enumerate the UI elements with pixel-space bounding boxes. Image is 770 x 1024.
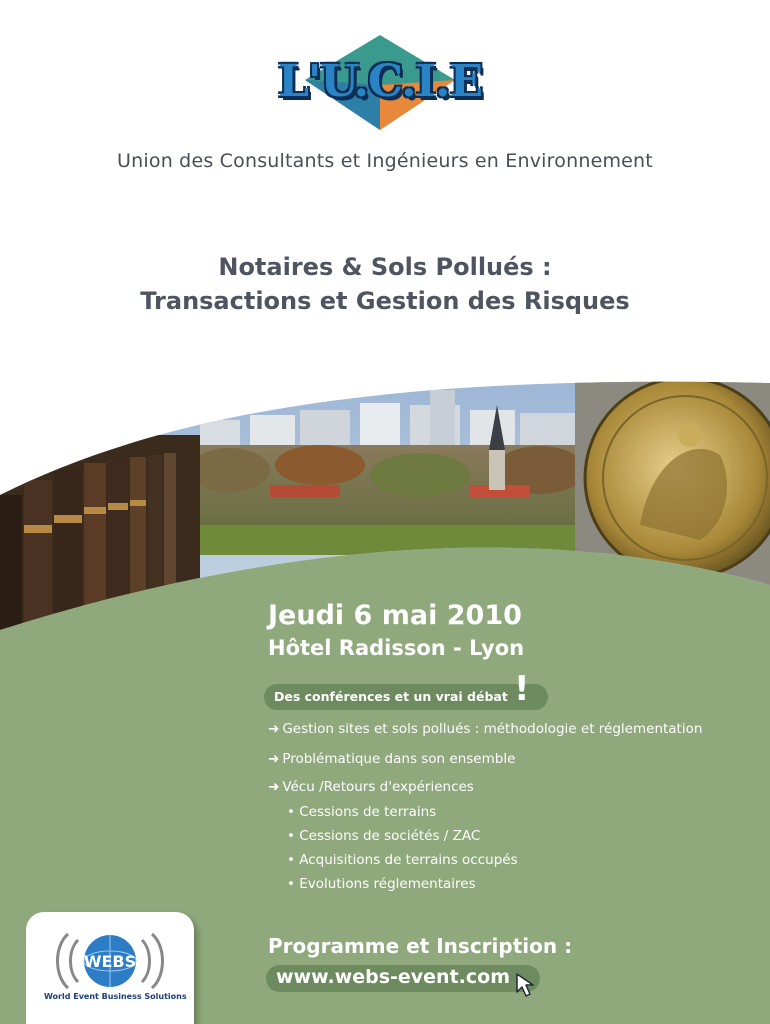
subtopic-item: • Evolutions réglementaires — [287, 876, 476, 892]
logo-text: L'U.C.I.E — [277, 56, 483, 107]
subtopic-item: • Acquisitions de terrains occupés — [287, 852, 518, 868]
subtopic-item: • Cessions de terrains — [287, 804, 437, 820]
topic-item — [268, 779, 474, 795]
webs-sponsor-badge — [26, 912, 194, 1024]
exclamation-mark: ! — [514, 669, 530, 709]
title-line-1: Notaires & Sols Pollués : — [218, 253, 552, 281]
tagline-text: Des conférences et un vrai débat — [274, 689, 508, 704]
cursor-icon — [514, 972, 540, 998]
webs-tagline: World Event Business Solutions — [44, 992, 187, 1001]
page-title — [0, 250, 770, 318]
webs-logo-text: WEBS — [83, 952, 137, 971]
arrow-icon: ➜ — [268, 751, 280, 767]
arrow-icon: ➜ — [268, 721, 280, 737]
ucie-logo — [255, 30, 505, 140]
subtopic-item: • Cessions de sociétés / ZAC — [287, 828, 481, 844]
webs-logo — [40, 926, 180, 996]
topic-item — [268, 751, 515, 767]
programme-heading: Programme et Inscription : — [268, 934, 573, 958]
title-line-2: Transactions et Gestion des Risques — [140, 287, 630, 315]
registration-link[interactable]: www.webs-event.com — [276, 966, 510, 988]
arrow-icon: ➜ — [268, 779, 280, 795]
event-venue: Hôtel Radisson - Lyon — [268, 636, 525, 660]
topic-text: Vécu /Retours d'expériences — [282, 779, 474, 795]
topic-text: Problématique dans son ensemble — [282, 751, 516, 767]
organisation-subtitle: Union des Consultants et Ingénieurs en Environnement — [117, 150, 653, 172]
topic-item — [268, 721, 702, 737]
event-date: Jeudi 6 mai 2010 — [268, 600, 522, 631]
topic-text: Gestion sites et sols pollués : méthodologie et réglementation — [282, 721, 703, 737]
